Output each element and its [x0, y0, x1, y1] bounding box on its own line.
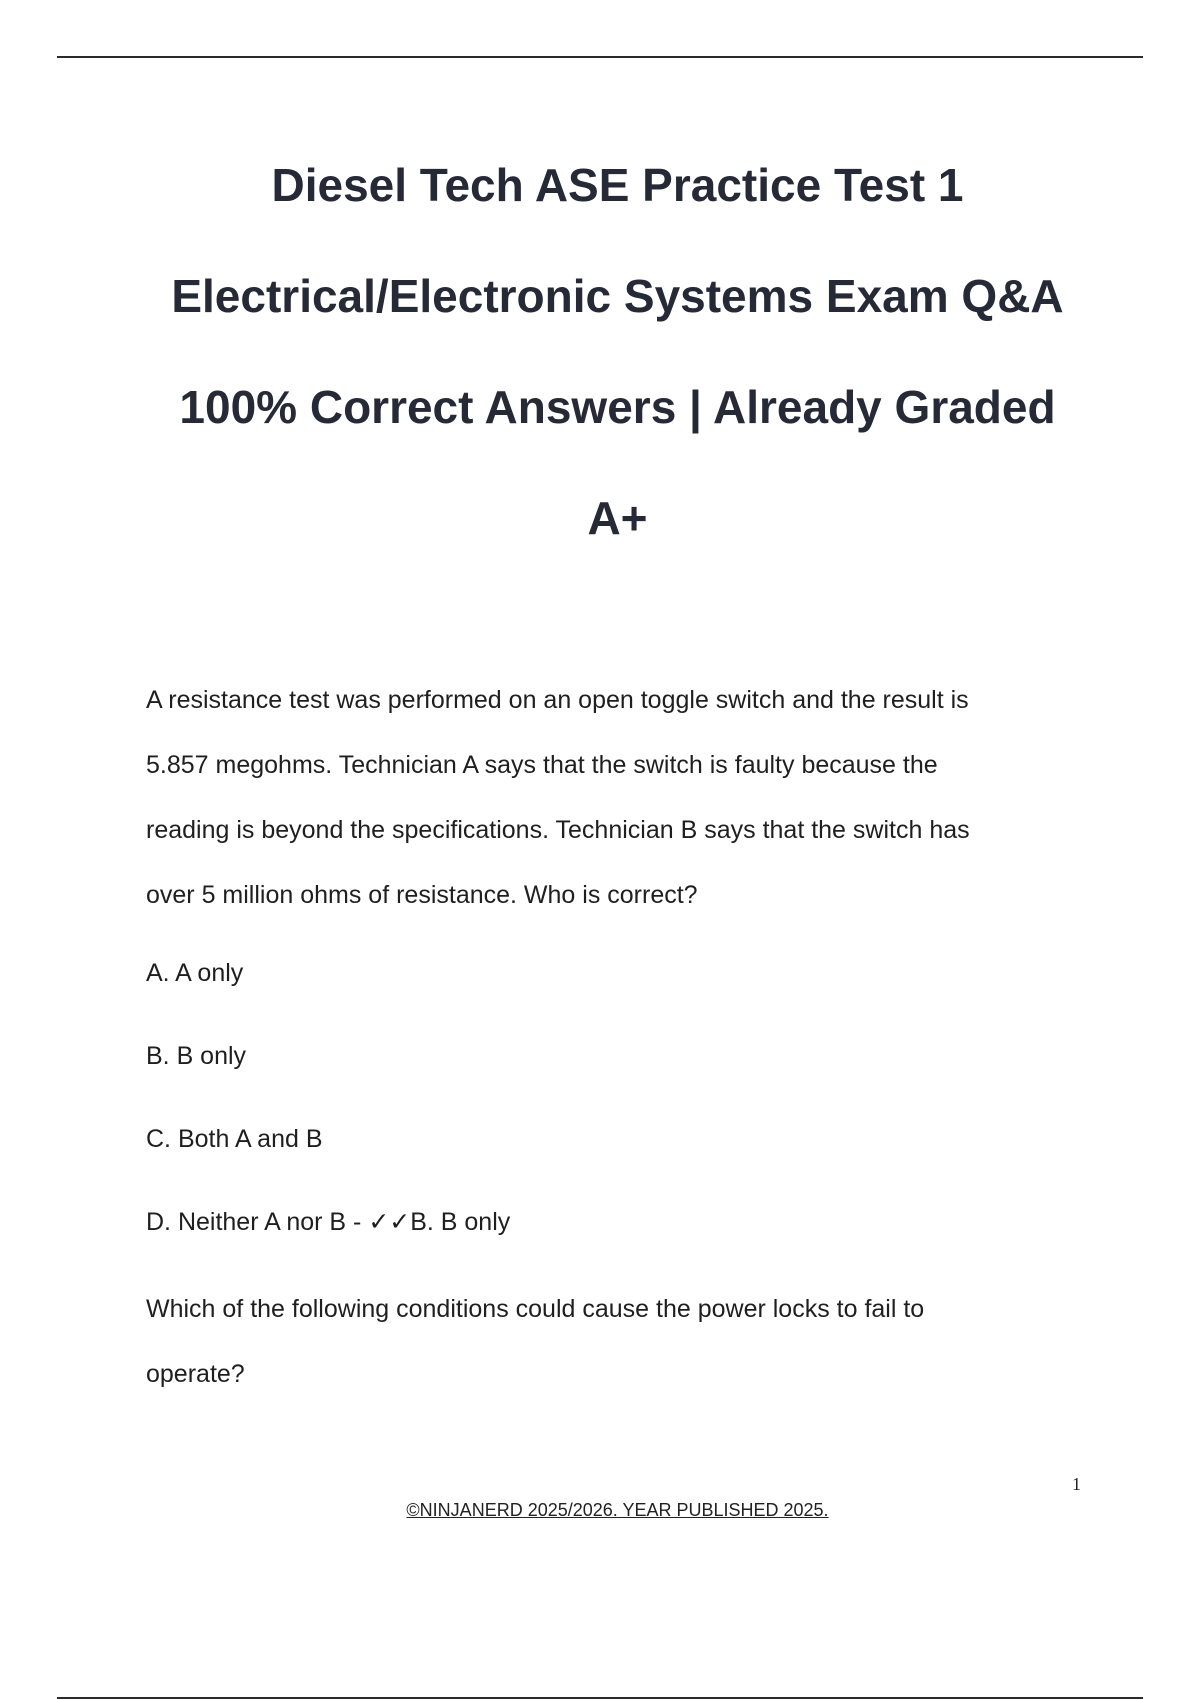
title-line-4: A+	[587, 492, 648, 544]
question-1-option-c: C. Both A and B	[146, 1125, 323, 1153]
question-1-line-2: 5.857 megohms. Technician A says that the switch is faulty because the	[146, 751, 938, 779]
question-1-option-b: B. B only	[146, 1042, 247, 1070]
question-2-line-2: operate?	[146, 1360, 245, 1388]
question-1-option-a: A. A only	[146, 959, 244, 987]
top-rule	[57, 56, 1143, 58]
title-line-1: Diesel Tech ASE Practice Test 1	[271, 159, 964, 211]
document-body	[146, 668, 1096, 1407]
copyright-footer: ©NINJANERD 2025/2026. YEAR PUBLISHED 2025.	[406, 1500, 829, 1520]
page-number: 1	[1072, 1474, 1081, 1494]
question-1-line-1: A resistance test was performed on an open toggle switch and the result is	[146, 686, 969, 714]
title-line-2: Electrical/Electronic Systems Exam Q&A	[171, 270, 1064, 322]
question-1	[146, 668, 1096, 1277]
question-2	[146, 1277, 1096, 1407]
question-1-line-4: over 5 million ohms of resistance. Who is correct?	[146, 881, 698, 909]
title-line-3: 100% Correct Answers | Already Graded	[179, 381, 1056, 433]
question-1-option-d-with-answer: D. Neither A nor B - ✓✓B. B only	[146, 1208, 511, 1236]
bottom-rule	[57, 1697, 1143, 1699]
question-1-line-3: reading is beyond the specifications. Technician B says that the switch has	[146, 816, 970, 844]
document-title	[100, 130, 1135, 574]
question-2-line-1: Which of the following conditions could cause the power locks to fail to	[146, 1295, 925, 1323]
